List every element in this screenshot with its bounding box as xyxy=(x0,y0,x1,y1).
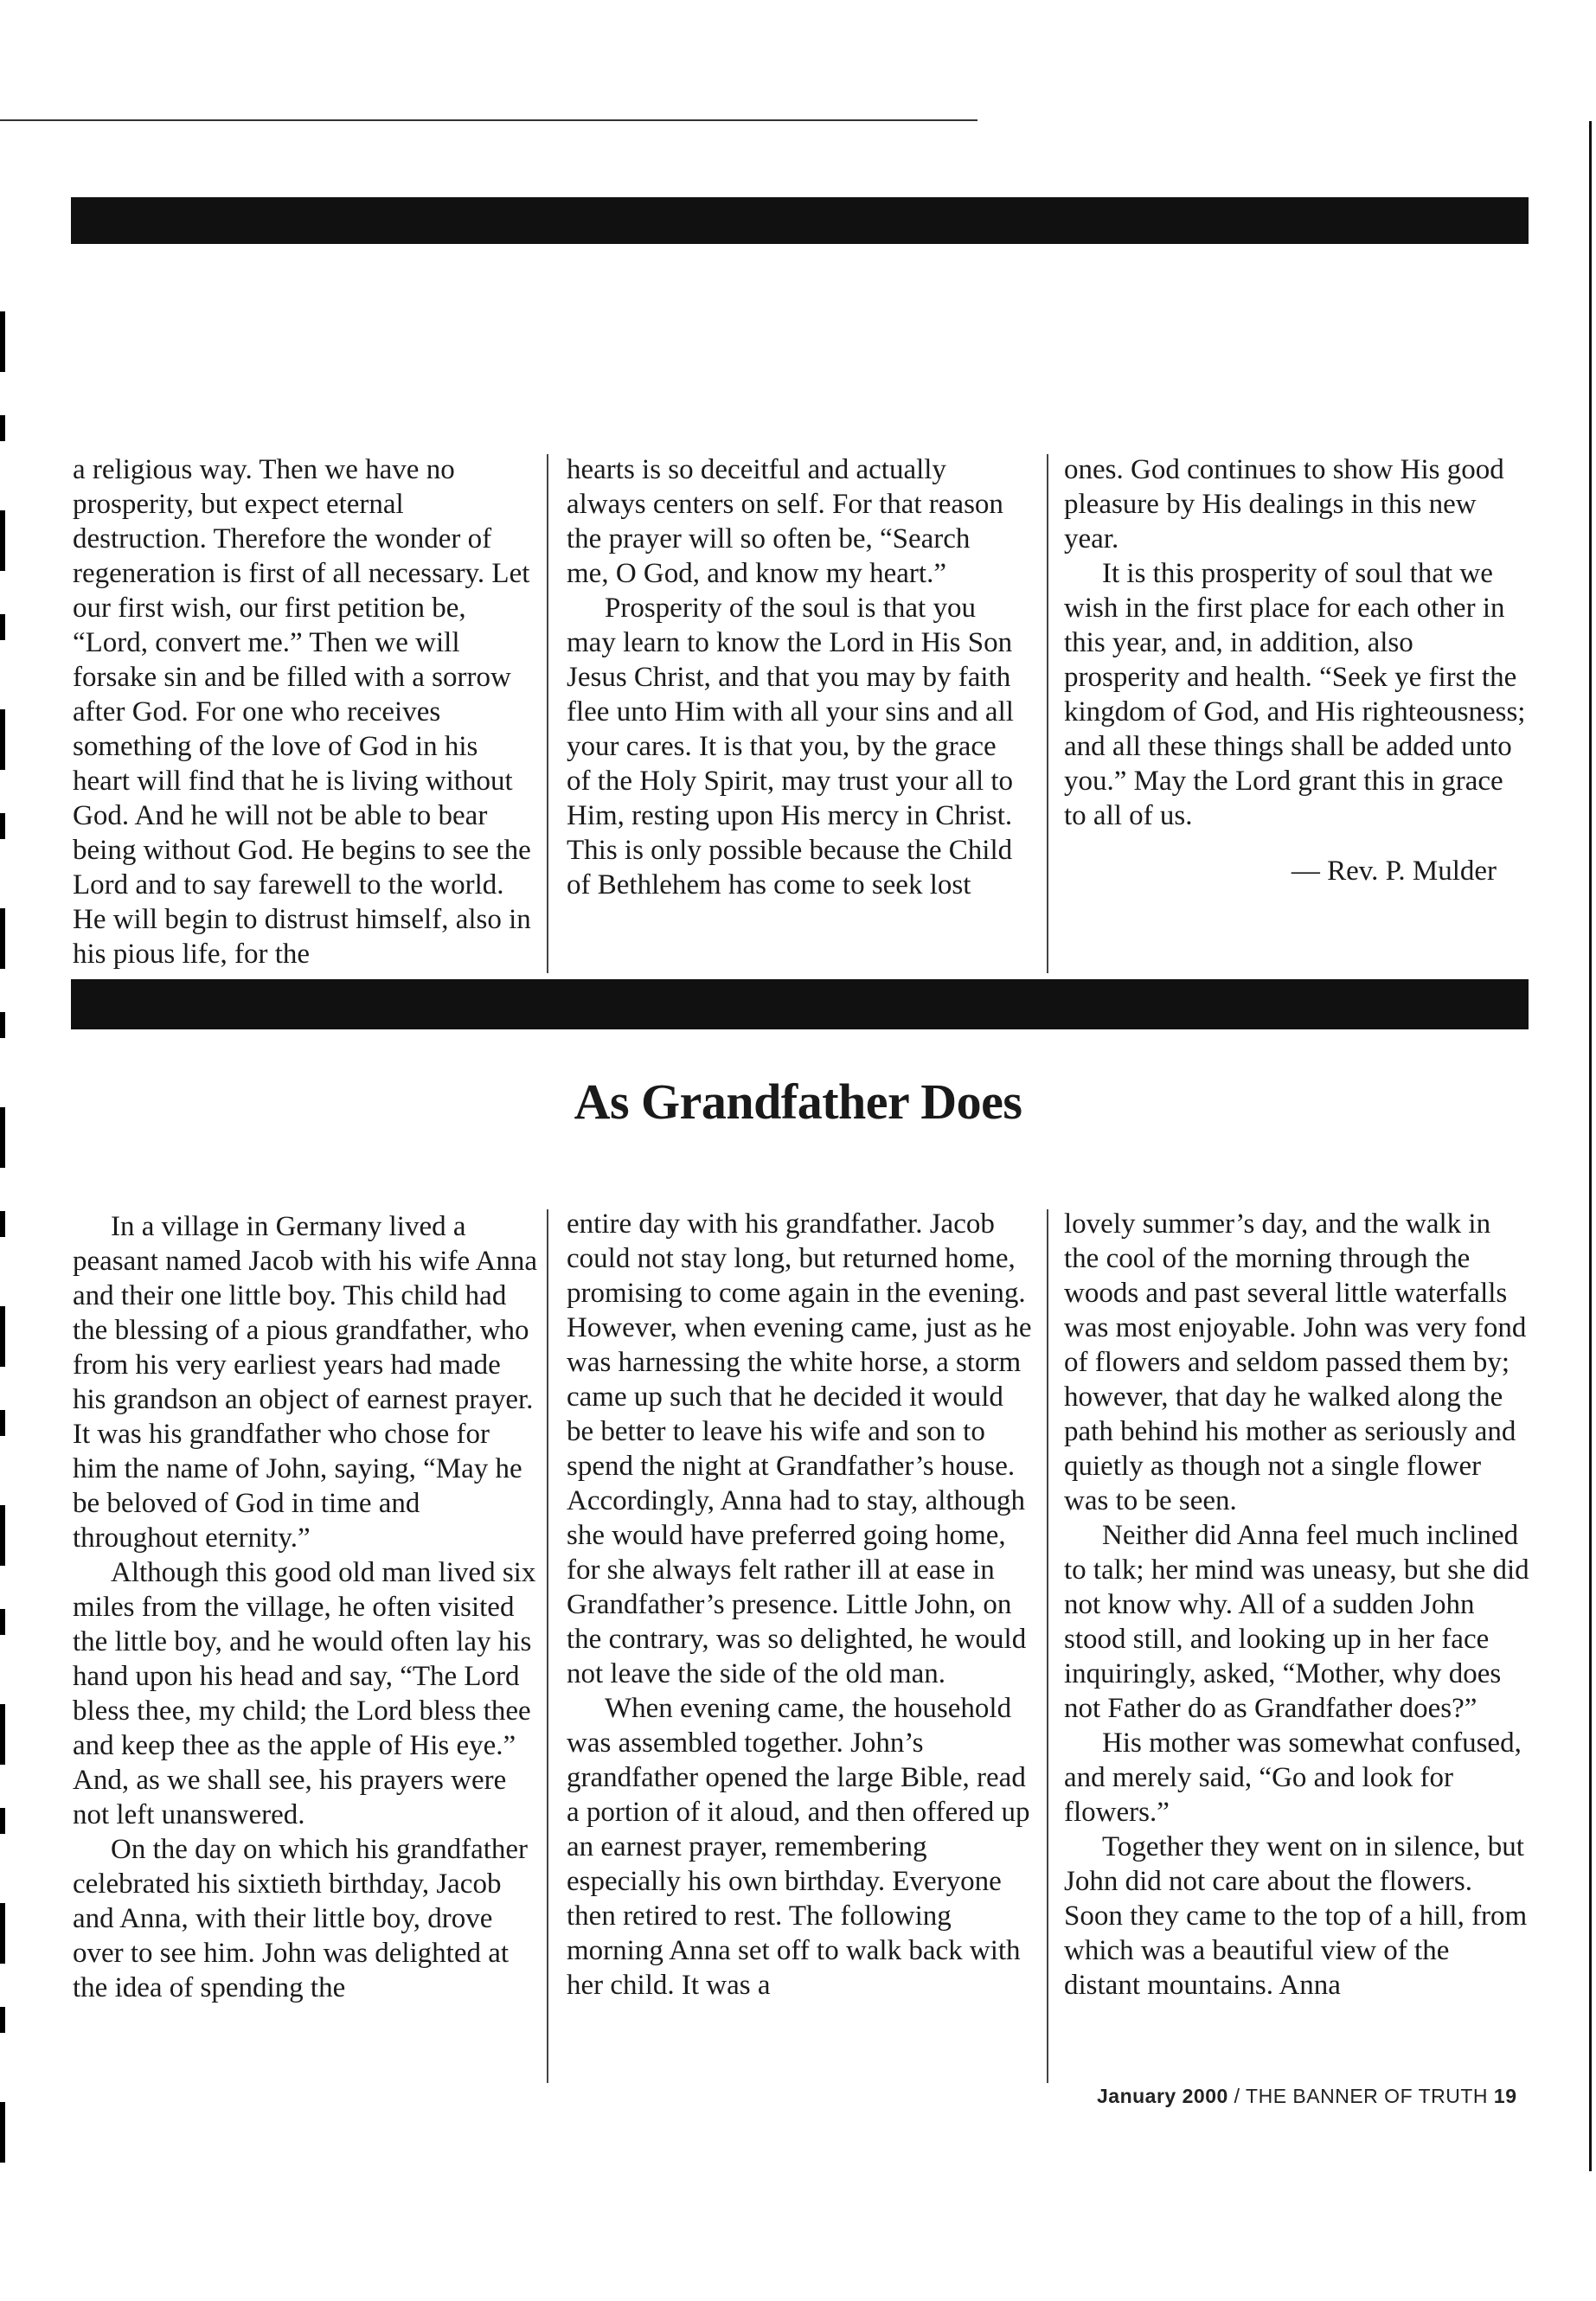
article-column-3 xyxy=(1064,1207,1531,2003)
author-signature: — Rev. P. Mulder xyxy=(1291,856,1497,887)
page-footer xyxy=(1097,2085,1517,2108)
article-title: As Grandfather Does xyxy=(574,1074,1022,1130)
paragraph: Together they went on in silence, but John did not care about the flowers. Soon they came to the top of a hill, from which was a beautiful view of the distant mountains. Anna xyxy=(1064,1831,1528,2001)
article-column-2 xyxy=(567,1207,1034,2003)
paragraph: Neither did Anna feel much inclined to talk; her mind was uneasy, but she did not know why. All of a sudden John stood still, and looking up in her face inquiringly, asked, “Mother, why does not Father do as Grandfather does?” xyxy=(1064,1520,1529,1724)
middle-black-bar xyxy=(71,979,1529,1029)
paragraph: entire day with his grandfather. Jacob could not stay long, but returned home, promising to come again in the evening. However, when evening came, just as he was harnessing the white horse, a storm came up such that he decided it would be better to leave his wife and son to spend the night at Grandfather’s house. Accordingly, Anna had to stay, although she would have preferred going home, for she always felt rather ill at ease in Grandfather’s presence. Little John, on the contrary, was so delighted, he would not leave the side of the old man. xyxy=(567,1208,1032,1689)
upper-column-3 xyxy=(1064,452,1531,888)
upper-column-1 xyxy=(73,452,540,971)
paragraph: It is this prosperity of soul that we wish in the first place for each other in this year, and, in addition, also prosperity and health. “Seek ye first the kingdom of God, and His righteousness; and all these things shall be added unto you.” May the Lord grant this in grace to all of us. xyxy=(1064,558,1526,831)
paragraph: a religious way. Then we have no prosperity, but expect eternal destruction. Therefore the wonder of regeneration is first of all necessary. Let our first wish, our first petition be, “Lord, convert me.” Then we will forsake sin and be filled with a sorrow after God. For one who receives something of the love of God in his heart will find that he is living without God. And he will not be able to bear being without God. He begins to see the Lord and to say farewell to the world. He will begin to distrust himself, also in his pious life, for the xyxy=(73,454,531,970)
paragraph: In a village in Germany lived a peasant named Jacob with his wife Anna and their one little boy. This child had the blessing of a pious grandfather, who from his very earliest years had made his grandson an object of earnest prayer. It was his grandfather who chose for him the name of John, saying, “May he be beloved of God in time and throughout eternity.” xyxy=(73,1211,538,1554)
footer-separator: / xyxy=(1227,2085,1247,2107)
issue-date: January 2000 xyxy=(1097,2085,1228,2107)
column-divider xyxy=(547,1209,548,2083)
top-rule xyxy=(0,119,977,121)
paragraph: Prosperity of the soul is that you may learn to know the Lord in His Son Jesus Christ, and that you may by faith flee unto Him with all your sins and all your cares. It is that you, by the grace of the Holy Spirit, may trust your all to Him, resting upon His mercy in Christ. This is only possible because the Child of Bethlehem has come to seek lost xyxy=(567,593,1014,901)
column-divider xyxy=(1047,1209,1048,2083)
top-black-bar xyxy=(71,197,1529,244)
column-divider xyxy=(1047,454,1048,973)
upper-column-2 xyxy=(567,452,1018,902)
page-number: 19 xyxy=(1493,2085,1517,2107)
paragraph: His mother was somewhat confused, and merely said, “Go and look for flowers.” xyxy=(1064,1727,1522,1828)
article-column-1 xyxy=(73,1209,540,2005)
publication-name: THE BANNER OF TRUTH xyxy=(1246,2085,1489,2107)
paragraph: On the day on which his grandfather celebrated his sixtieth birthday, Jacob and Anna, with their little boy, drove over to see him. John was delighted at the idea of spending the xyxy=(73,1834,529,2003)
paragraph: hearts is so deceitful and actually always centers on self. For that reason the prayer will so often be, “Search me, O God, and know my heart.” xyxy=(567,454,1003,589)
page-edge xyxy=(1589,121,1592,2171)
paragraph: lovely summer’s day, and the walk in the cool of the morning through the woods and past several little waterfalls was most enjoyable. John was very fond of flowers and seldom passed them by; however, that day he walked along the path behind his mother as seriously and quietly as though not a single flower was to be seen. xyxy=(1064,1208,1527,1516)
paragraph: ones. God continues to show His good pleasure by His dealings in this new year. xyxy=(1064,454,1504,554)
column-divider xyxy=(547,454,548,973)
scan-edge xyxy=(0,311,5,2171)
paragraph: When evening came, the household was assembled together. John’s grandfather opened the large Bible, read a portion of it aloud, and then offered up an earnest prayer, remembering especially his own birthday. Everyone then retired to rest. The following morning Anna set off to walk back with her child. It was a xyxy=(567,1693,1030,2001)
paragraph: Although this good old man lived six miles from the village, he often visited the little boy, and he would often lay his hand upon his head and say, “The Lord bless thee, my child; the Lord bless thee and keep thee as the apple of His eye.” And, as we shall see, his prayers were not left unanswered. xyxy=(73,1557,536,1830)
